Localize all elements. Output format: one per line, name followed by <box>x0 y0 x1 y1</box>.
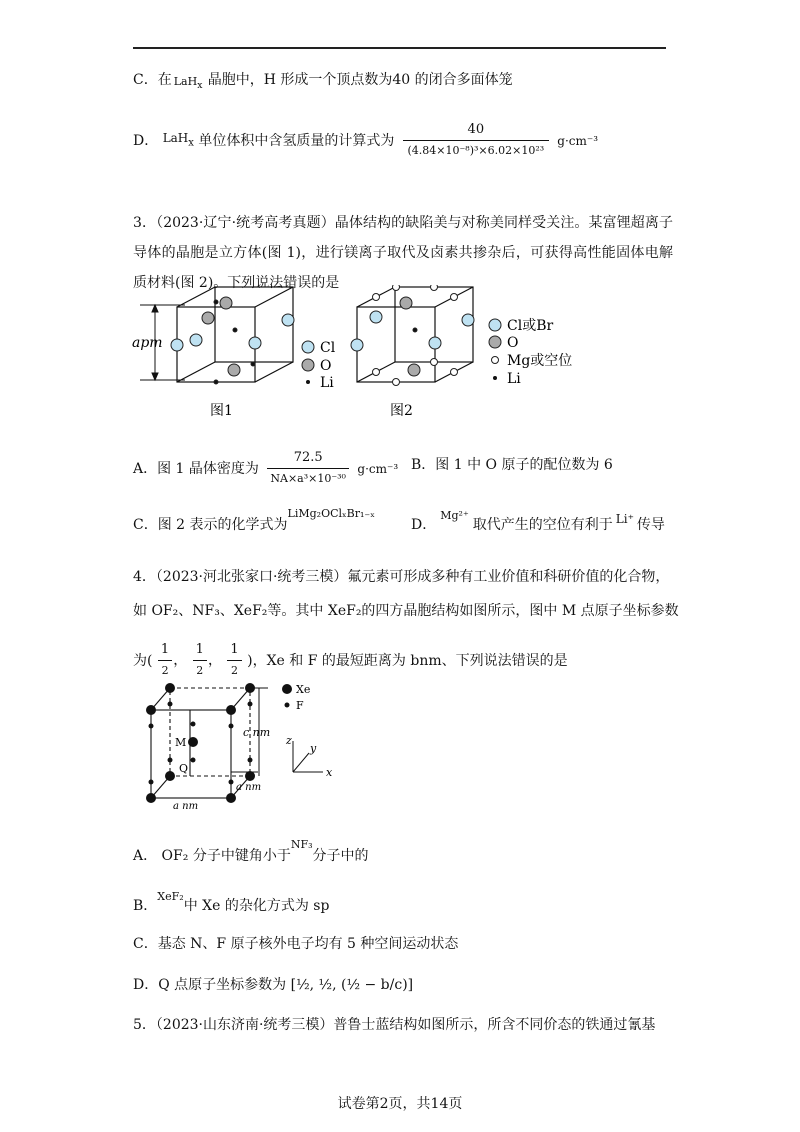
q4-stem-line-1: 4．（2023·河北张家口·统考三模）氟元素可形成多种有工业价值和科研价值的化合物， <box>133 569 670 585</box>
fig2-caption: 图2 <box>390 403 413 419</box>
q3-density-fraction: $\frac{72.5}{\text{NA×a³×10⁻³⁰}}$ <box>267 448 349 489</box>
q2-option-c: C．在 LaH$_x$ 晶胞中，H 形成一个顶点数为40 的闭合多面体笼 <box>133 72 513 92</box>
axis-x: x <box>326 766 333 779</box>
legend-1 <box>302 340 336 391</box>
svg-text:Li: Li <box>320 375 334 391</box>
q4-option-d: D．Q 点原子坐标参数为 [½, ½, (½ − b/c)] <box>133 977 414 993</box>
q2-fraction: $\frac{40}{\text{(4.84×10⁻⁸)³×6.02×10²³}}$ <box>403 120 549 161</box>
axis-z: z <box>286 734 292 747</box>
header-rule <box>133 47 666 49</box>
fig1-caption: 图1 <box>210 403 233 419</box>
svg-text:O: O <box>507 335 519 351</box>
svg-text:O: O <box>320 358 332 374</box>
legend-2 <box>489 318 572 387</box>
q4-stem-line-3: 为( $\frac{1}{2}$ ， $\frac{1}{2}$ ， $\frac{1}{2}$ )，Xe 和 F 的最短距离为 bnm、下列说法错误的是 <box>133 642 568 677</box>
svg-text:Mg或空位: Mg或空位 <box>507 353 573 369</box>
c-nm-label: c nm <box>243 726 271 739</box>
q3-option-c: C．图 2 表示的化学式为$^{LiMg_2OCl_xBr_{1-x}}$ <box>133 507 375 533</box>
axes <box>293 741 323 772</box>
q4-stem-line-2: 如 OF₂、NF₃、XeF₂等。其中 XeF₂的四方晶胞结构如图所示，图中 M 点原子坐标参数 <box>133 603 679 619</box>
q3-option-a: A．图 1 晶体密度为 $\frac{72.5}{\text{NA×a³×10⁻³⁰}}$ g·cm⁻³ <box>133 448 398 489</box>
m-label: M <box>175 736 187 749</box>
svg-text:Cl或Br: Cl或Br <box>507 318 554 334</box>
svg-text:Xe: Xe <box>296 683 311 696</box>
svg-text:F: F <box>296 699 304 712</box>
svg-text:Li: Li <box>507 371 521 387</box>
edge-label: apm <box>132 335 163 351</box>
q4-option-c: C．基态 N、F 原子核外电子均有 5 种空间运动状态 <box>133 936 459 952</box>
axis-y: y <box>310 742 317 755</box>
q3-option-b: B．图 1 中 O 原子的配位数为 6 <box>411 457 613 473</box>
q2-option-d: D． LaH$_x$ 单位体积中含氢质量的计算式为 $\frac{40}{\text{(4.84×10⁻⁸)³×6.02×10²³}}$ g·cm⁻³ <box>133 120 598 161</box>
q4-xef2-cell-figure <box>133 676 373 816</box>
a-nm-side-label: a nm <box>236 782 262 793</box>
q5-stem: 5．（2023·山东济南·统考三模）普鲁士蓝结构如图所示，所含不同价态的铁通过氰基 <box>133 1017 656 1033</box>
cube-1-atoms <box>171 289 294 384</box>
page-footer: 试卷第2页，共14页 <box>337 1096 463 1112</box>
q3-stem: 3．（2023·辽宁·统考高考真题）晶体结构的缺陷美与对称美同样受关注。某富锂超离子导体的晶胞是立方体(图 1)，进行镁离子取代及卤素共掺杂后，可获得高性能固体电解质材料(图 2)。下列说法错误的是 <box>133 215 673 291</box>
q4-option-a: A． OF₂ 分子中键角小于$^{NF_3}$分子中的 <box>133 838 369 864</box>
q-label: Q <box>179 762 189 775</box>
a-nm-bottom-label: a nm <box>173 801 199 812</box>
q4-legend <box>282 683 310 712</box>
q4-option-b: B．$^{XeF_2}$中 Xe 的杂化方式为 sp <box>133 890 330 914</box>
q3-crystal-figure <box>130 285 630 425</box>
q3-option-d: D．$^{Mg^{2+}}$取代产生的空位有利于 Li⁺ 传导 <box>411 509 665 533</box>
svg-text:Cl: Cl <box>320 340 336 356</box>
